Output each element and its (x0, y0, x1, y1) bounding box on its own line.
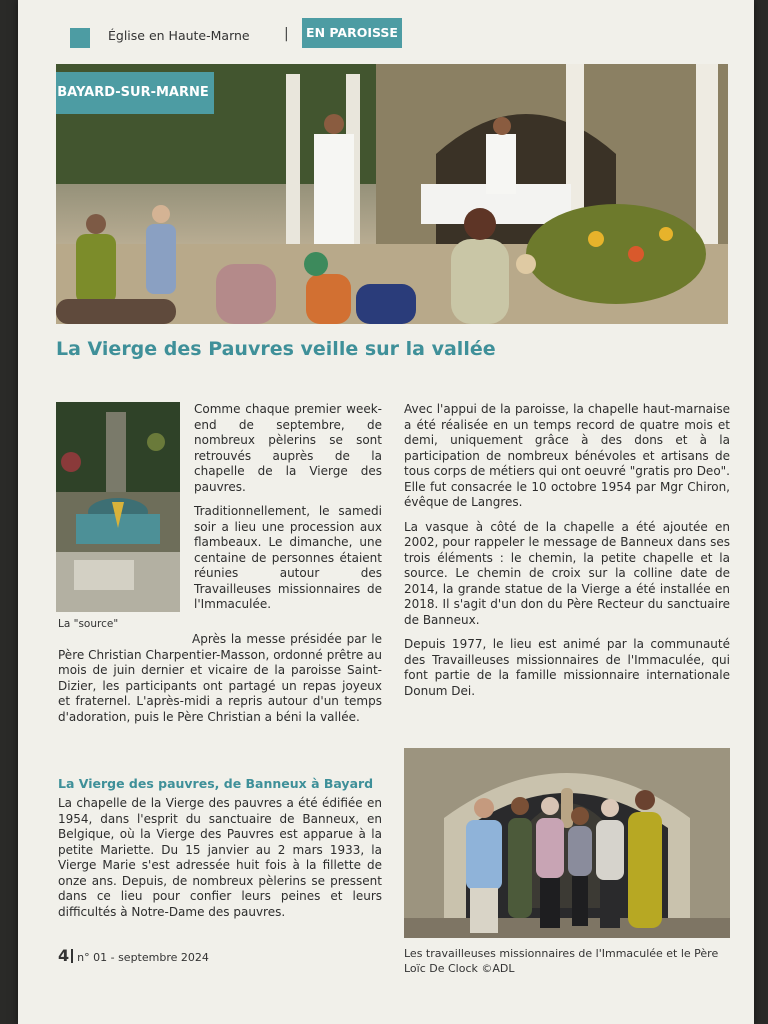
left-column-middle (58, 632, 382, 725)
footer-divider (71, 949, 73, 963)
paragraph-1: Comme chaque premier week-end de septembre, de nombreux pèlerins se sont retrouvés auprès de la chapelle de la Vierge des pauvres. (194, 402, 382, 494)
article-title: La Vierge des Pauvres veille sur la vallée (56, 338, 496, 360)
page-header (70, 18, 730, 48)
paragraph-5: Avec l'appui de la paroisse, la chapelle haut-marnaise a été réalisée en un temps record de quatre mois et demi, uniquement grâce à des dons et à la participation de nombreux bénévoles et artisans de tous corps de métiers qui ont oeuvré "gratis pro Deo". Elle fut consacrée le 10 octobre 1954 par Mgr Chiron, évêque de Langres. (404, 402, 730, 509)
paragraph-7: Depuis 1977, le lieu est animé par la communauté des Travailleuses missionnaires de l'Immaculée, qui font partie de la famille missionnaire internationale Donum Dei. (404, 637, 730, 698)
article-subheading: La Vierge des pauvres, de Banneux à Bayard (58, 776, 374, 791)
left-column-bottom (58, 776, 382, 920)
group-photo-illustration (404, 748, 730, 938)
issue-label: n° 01 - septembre 2024 (77, 951, 209, 964)
left-column-top (194, 402, 382, 622)
page-footer (58, 946, 209, 965)
paragraph-2: Traditionnellement, le samedi soir a lieu une procession aux flambeaux. Le dimanche, une centaine de personnes étaient réunies autour des Travailleuses missionnaires de l'Immaculée. (194, 504, 382, 611)
group-photo (404, 748, 730, 938)
header-square-icon (70, 28, 90, 48)
paragraph-6: La vasque à côté de la chapelle a été ajoutée en 2002, pour rappeler le message de Banneux dans ses trois éléments : le chemin, la petite chapelle et la source. Le chemin de croix sur la colline date de 2014, la grande statue de la Vierge a été installée en 2018. Il s'agit d'un don du Père Recteur du sanctuaire de Banneux. (404, 519, 730, 627)
paragraph-4: La chapelle de la Vierge des pauvres a été édifiée en 1954, dans l'esprit du sanctuaire de Banneux, en Belgique, où la Vierge des Pauvres est apparue à la petite Mariette. Du 15 janvier au 2 mars 1933, la Vierge Marie s'est adressée huit fois à la fillette de onze ans. Depuis, de nombreux pèlerins se pressent dans ce lieu pour confier leurs peines et leurs difficultés à Notre-Dame des pauvres. (58, 796, 382, 919)
source-photo-caption: La "source" (58, 618, 119, 630)
header-separator: | (284, 26, 289, 42)
publication-name: Église en Haute-Marne (108, 28, 250, 43)
section-tab: EN PAROISSE (302, 18, 402, 48)
procession-photo (56, 64, 728, 324)
source-photo (56, 402, 180, 612)
source-photo-illustration (56, 402, 180, 612)
magazine-page (18, 0, 754, 1024)
page-number: 4 (58, 946, 70, 965)
group-photo-caption: Les travailleuses missionnaires de l'Immaculée et le Père Loïc De Clock ©ADL (404, 947, 719, 975)
right-column (404, 402, 730, 708)
paragraph-3: Après la messe présidée par le Père Christian Charpentier-Masson, ordonné prêtre au mois de juin dernier et vicaire de la paroisse Saint-Dizier, les participants ont partagé un repas joyeux et fraternel. L'après-midi a repris autour d'un temps d'adoration, puis le Père Christian a béni la vallée. (58, 632, 382, 724)
location-tag: BAYARD-SUR-MARNE (56, 72, 214, 114)
